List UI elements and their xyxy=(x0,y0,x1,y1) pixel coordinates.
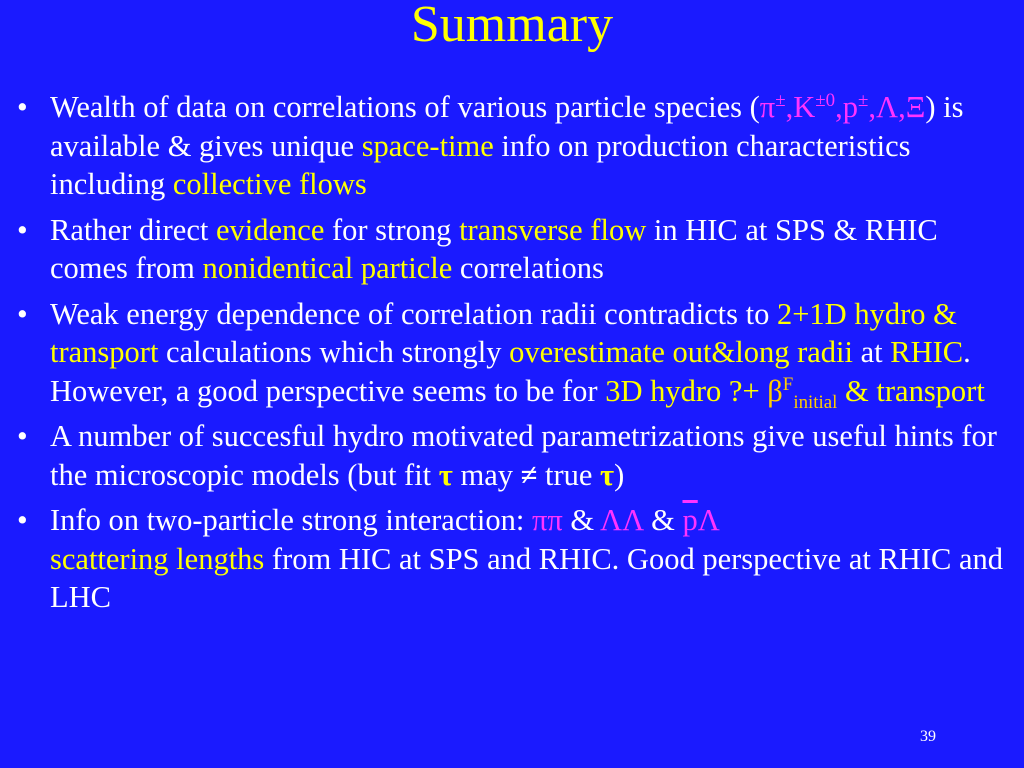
highlight-evidence: evidence xyxy=(215,212,325,247)
bullet-item-1: • Wealth of data on correlations of various particle species $(\pi^\pm,K^{\pm 0},p^\pm,\Lambda,\Xi)$ is available & gives unique space-time info on production characteristics including collective flows xyxy=(12,88,1012,204)
bullet-item-3: • Weak energy dependence of correlation radii contradicts to 2+1D hydro & transport calculations which strongly overestimate out&long radii at RHIC. However, a good perspective seems to be for 3D hydro ?+ $\beta^F_{initial}$ & transport xyxy=(12,295,1012,411)
lambda-lambda-symbol: ΛΛ xyxy=(600,503,644,537)
bullet-item-4: • A number of succesful hydro motivated parametrizations give useful hints for the microscopic models (but fit τ may ≠ true τ) xyxy=(12,417,1012,494)
highlight-rhic: RHIC xyxy=(890,335,964,369)
bullet-item-2: • Rather direct evidence for strong transverse flow in HIC at SPS & RHIC comes from nonidentical particle correlations xyxy=(12,211,1012,288)
antiproton-lambda-symbol: $\overline{p}\Lambda$ xyxy=(682,503,720,537)
highlight-transverse-flow: transverse flow xyxy=(459,212,647,247)
slide-title: Summary xyxy=(410,0,614,53)
bullet-item-5: • Info on two-particle strong interaction: ππ & ΛΛ & $\overline{p}\Lambda$ scattering lengths from HIC at SPS and RHIC. Good perspective at RHIC and LHC xyxy=(12,501,1012,617)
particle-species: $\pi^\pm,K^{\pm 0},p^\pm,\Lambda,\Xi$ xyxy=(759,89,926,124)
highlight-overestimate: overestimate out&long radii xyxy=(509,335,853,369)
bullet-list xyxy=(12,88,1012,624)
highlight-hydro-transport: 2+1D hydro & transport xyxy=(50,296,957,369)
highlight-3d-hydro: 3D hydro ?+ xyxy=(605,373,768,408)
highlight-space-time: space-time xyxy=(361,128,494,163)
highlight-nonidentical: nonidentical particle xyxy=(202,251,453,285)
highlight-collective-flows: collective flows xyxy=(172,167,367,201)
tau-symbol: τ xyxy=(438,457,453,492)
tau-symbol: τ xyxy=(600,457,615,492)
pipi-symbol: ππ xyxy=(531,503,563,537)
not-equal-symbol: ≠ xyxy=(520,457,538,492)
highlight-transport: & transport xyxy=(837,373,985,408)
highlight-scattering-lengths: scattering lengths xyxy=(50,541,265,576)
beta-symbol: $\beta^F_{initial}$ xyxy=(767,373,838,413)
page-number: 39 xyxy=(920,728,936,745)
